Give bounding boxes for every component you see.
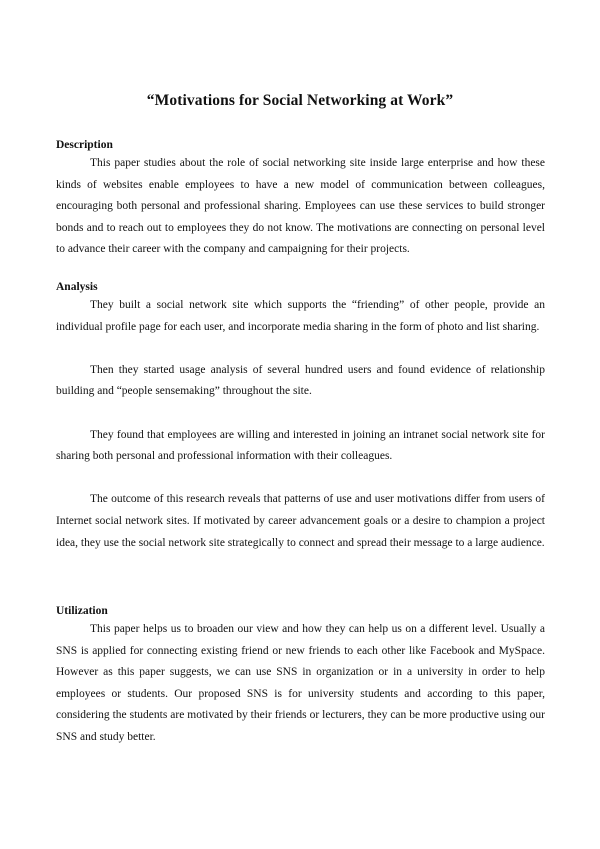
paragraph: The outcome of this research reveals that patterns of use and user motivations differ from users of Internet social network sites. If motivated by career advancement goals or a desire to champion a project idea, they use the social network site strategically to connect and spread their message to a large audience.	[56, 493, 545, 549]
section-heading-description: Description	[56, 139, 113, 151]
section-description	[56, 137, 545, 261]
section-heading-utilization: Utilization	[56, 605, 108, 617]
section-heading-analysis: Analysis	[56, 281, 98, 293]
paragraph: They found that employees are willing and interested in joining an intranet social network site for sharing both personal and professional information with their colleagues.	[56, 428, 545, 463]
paragraph: Then they started usage analysis of several hundred users and found evidence of relationship building and “people sensemaking” throughout the site.	[56, 363, 545, 398]
section-analysis	[56, 279, 545, 554]
paragraph: They built a social network site which supports the “friending” of other people, provide an individual profile page for each user, and incorporate media sharing in the form of photo and list sharing.	[56, 299, 545, 333]
document-title: “Motivations for Social Networking at Work”	[146, 92, 454, 109]
section-utilization	[56, 603, 545, 749]
paragraph: This paper studies about the role of social networking site inside large enterprise and how these kinds of websites enable employees to have a new model of communication between colleagues, encouraging both personal and professional sharing. Employees can use these services to build stronger bonds and to reach out to employees they do not know. The motivations are connecting on personal level to advance their career with the company and campaigning for their projects.	[56, 157, 545, 256]
paragraph: This paper helps us to broaden our view and how they can help us on a different level. Usually a SNS is applied for connecting existing friend or new friends to each other like Facebook and MySpace. However as this paper suggests, we can use SNS in organization or in a university in order to help employees or students. Our proposed SNS is for university students and according to this paper, considering the students are motivated by their friends or lecturers, they can be more productive using our SNS and study better.	[56, 623, 545, 743]
